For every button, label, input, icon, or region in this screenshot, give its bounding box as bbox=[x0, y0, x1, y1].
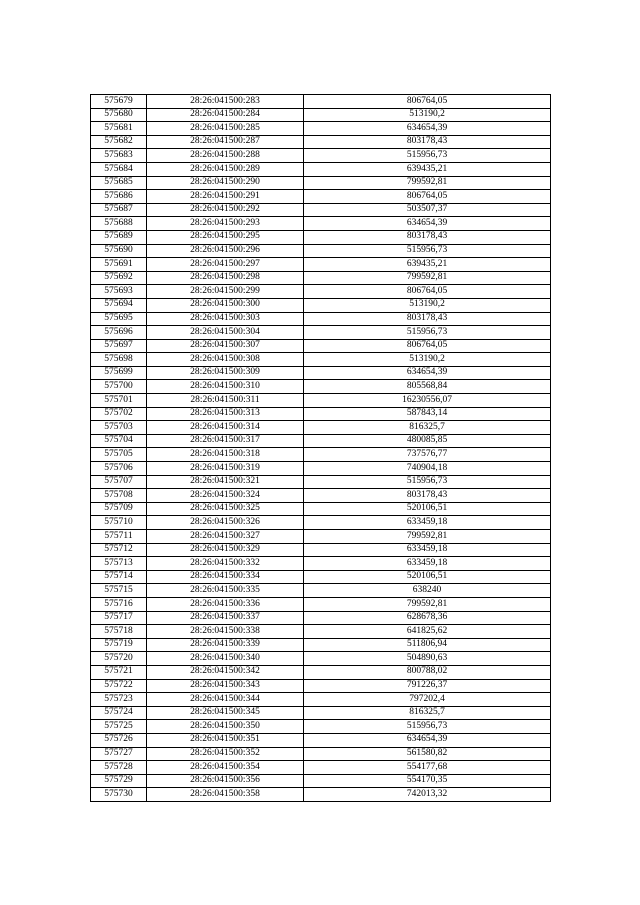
row-number-cell: 575707 bbox=[91, 475, 147, 489]
table-row bbox=[91, 706, 551, 720]
cadastral-value-table bbox=[90, 94, 551, 802]
cadastral-number-cell: 28:26:041500:332 bbox=[147, 557, 304, 571]
row-number-cell: 575713 bbox=[91, 557, 147, 571]
value-cell: 515956,73 bbox=[304, 326, 551, 340]
cadastral-number-cell: 28:26:041500:339 bbox=[147, 638, 304, 652]
value-cell: 816325,7 bbox=[304, 706, 551, 720]
cadastral-number-cell: 28:26:041500:324 bbox=[147, 489, 304, 503]
cadastral-number-cell: 28:26:041500:297 bbox=[147, 258, 304, 272]
cadastral-number-cell: 28:26:041500:291 bbox=[147, 190, 304, 204]
row-number-cell: 575700 bbox=[91, 380, 147, 394]
cadastral-number-cell: 28:26:041500:293 bbox=[147, 217, 304, 231]
table-row bbox=[91, 135, 551, 149]
table-row bbox=[91, 638, 551, 652]
table-row bbox=[91, 693, 551, 707]
table-row bbox=[91, 434, 551, 448]
table-row bbox=[91, 149, 551, 163]
row-number-cell: 575683 bbox=[91, 149, 147, 163]
value-cell: 806764,05 bbox=[304, 190, 551, 204]
cadastral-number-cell: 28:26:041500:340 bbox=[147, 652, 304, 666]
row-number-cell: 575730 bbox=[91, 788, 147, 802]
cadastral-number-cell: 28:26:041500:288 bbox=[147, 149, 304, 163]
value-cell: 800788,02 bbox=[304, 665, 551, 679]
cadastral-number-cell: 28:26:041500:287 bbox=[147, 135, 304, 149]
cadastral-number-cell: 28:26:041500:342 bbox=[147, 665, 304, 679]
value-cell: 628678,36 bbox=[304, 611, 551, 625]
table-row bbox=[91, 747, 551, 761]
row-number-cell: 575711 bbox=[91, 530, 147, 544]
table-row bbox=[91, 557, 551, 571]
table-row bbox=[91, 312, 551, 326]
table-row bbox=[91, 679, 551, 693]
row-number-cell: 575718 bbox=[91, 625, 147, 639]
table-row bbox=[91, 339, 551, 353]
cadastral-number-cell: 28:26:041500:283 bbox=[147, 95, 304, 109]
table-row bbox=[91, 665, 551, 679]
table-row bbox=[91, 462, 551, 476]
cadastral-number-cell: 28:26:041500:308 bbox=[147, 353, 304, 367]
cadastral-number-cell: 28:26:041500:290 bbox=[147, 176, 304, 190]
row-number-cell: 575716 bbox=[91, 597, 147, 611]
row-number-cell: 575722 bbox=[91, 679, 147, 693]
table-row bbox=[91, 652, 551, 666]
cadastral-number-cell: 28:26:041500:311 bbox=[147, 394, 304, 408]
value-cell: 634654,39 bbox=[304, 217, 551, 231]
value-cell: 633459,18 bbox=[304, 543, 551, 557]
table-row bbox=[91, 394, 551, 408]
row-number-cell: 575681 bbox=[91, 122, 147, 136]
table-row bbox=[91, 489, 551, 503]
cadastral-number-cell: 28:26:041500:356 bbox=[147, 774, 304, 788]
row-number-cell: 575705 bbox=[91, 448, 147, 462]
cadastral-number-cell: 28:26:041500:343 bbox=[147, 679, 304, 693]
cadastral-number-cell: 28:26:041500:317 bbox=[147, 434, 304, 448]
row-number-cell: 575719 bbox=[91, 638, 147, 652]
row-number-cell: 575706 bbox=[91, 462, 147, 476]
value-cell: 554177,68 bbox=[304, 761, 551, 775]
table-row bbox=[91, 407, 551, 421]
cadastral-number-cell: 28:26:041500:314 bbox=[147, 421, 304, 435]
table-row bbox=[91, 108, 551, 122]
cadastral-number-cell: 28:26:041500:285 bbox=[147, 122, 304, 136]
value-cell: 561580,82 bbox=[304, 747, 551, 761]
value-cell: 799592,81 bbox=[304, 271, 551, 285]
value-cell: 634654,39 bbox=[304, 366, 551, 380]
value-cell: 634654,39 bbox=[304, 733, 551, 747]
table-row bbox=[91, 95, 551, 109]
cadastral-number-cell: 28:26:041500:345 bbox=[147, 706, 304, 720]
cadastral-number-cell: 28:26:041500:313 bbox=[147, 407, 304, 421]
value-cell: 803178,43 bbox=[304, 489, 551, 503]
row-number-cell: 575720 bbox=[91, 652, 147, 666]
row-number-cell: 575709 bbox=[91, 502, 147, 516]
row-number-cell: 575714 bbox=[91, 570, 147, 584]
row-number-cell: 575688 bbox=[91, 217, 147, 231]
value-cell: 803178,43 bbox=[304, 312, 551, 326]
row-number-cell: 575703 bbox=[91, 421, 147, 435]
cadastral-number-cell: 28:26:041500:295 bbox=[147, 230, 304, 244]
row-number-cell: 575724 bbox=[91, 706, 147, 720]
table-row bbox=[91, 788, 551, 802]
cadastral-number-cell: 28:26:041500:351 bbox=[147, 733, 304, 747]
cadastral-number-cell: 28:26:041500:335 bbox=[147, 584, 304, 598]
row-number-cell: 575721 bbox=[91, 665, 147, 679]
row-number-cell: 575680 bbox=[91, 108, 147, 122]
row-number-cell: 575704 bbox=[91, 434, 147, 448]
table-row bbox=[91, 244, 551, 258]
value-cell: 791226,37 bbox=[304, 679, 551, 693]
value-cell: 634654,39 bbox=[304, 122, 551, 136]
row-number-cell: 575729 bbox=[91, 774, 147, 788]
cadastral-number-cell: 28:26:041500:300 bbox=[147, 298, 304, 312]
cadastral-number-cell: 28:26:041500:352 bbox=[147, 747, 304, 761]
row-number-cell: 575697 bbox=[91, 339, 147, 353]
value-cell: 799592,81 bbox=[304, 530, 551, 544]
table-row bbox=[91, 761, 551, 775]
value-cell: 520106,51 bbox=[304, 502, 551, 516]
value-cell: 737576,77 bbox=[304, 448, 551, 462]
row-number-cell: 575710 bbox=[91, 516, 147, 530]
row-number-cell: 575684 bbox=[91, 162, 147, 176]
table-row bbox=[91, 584, 551, 598]
value-cell: 806764,05 bbox=[304, 285, 551, 299]
value-cell: 797202,4 bbox=[304, 693, 551, 707]
table-row bbox=[91, 271, 551, 285]
table-row bbox=[91, 448, 551, 462]
cadastral-number-cell: 28:26:041500:325 bbox=[147, 502, 304, 516]
row-number-cell: 575712 bbox=[91, 543, 147, 557]
cadastral-number-cell: 28:26:041500:289 bbox=[147, 162, 304, 176]
value-cell: 515956,73 bbox=[304, 149, 551, 163]
value-cell: 504890,63 bbox=[304, 652, 551, 666]
table-row bbox=[91, 597, 551, 611]
value-cell: 803178,43 bbox=[304, 230, 551, 244]
value-cell: 587843,14 bbox=[304, 407, 551, 421]
cadastral-number-cell: 28:26:041500:303 bbox=[147, 312, 304, 326]
table-body bbox=[91, 95, 551, 802]
cadastral-number-cell: 28:26:041500:309 bbox=[147, 366, 304, 380]
table-row bbox=[91, 285, 551, 299]
value-cell: 513190,2 bbox=[304, 108, 551, 122]
table-row bbox=[91, 733, 551, 747]
value-cell: 513190,2 bbox=[304, 298, 551, 312]
value-cell: 638240 bbox=[304, 584, 551, 598]
cadastral-number-cell: 28:26:041500:319 bbox=[147, 462, 304, 476]
row-number-cell: 575679 bbox=[91, 95, 147, 109]
table-row bbox=[91, 570, 551, 584]
table-row bbox=[91, 625, 551, 639]
row-number-cell: 575725 bbox=[91, 720, 147, 734]
cadastral-number-cell: 28:26:041500:304 bbox=[147, 326, 304, 340]
table-row bbox=[91, 366, 551, 380]
value-cell: 806764,05 bbox=[304, 95, 551, 109]
cadastral-number-cell: 28:26:041500:329 bbox=[147, 543, 304, 557]
row-number-cell: 575694 bbox=[91, 298, 147, 312]
table-row bbox=[91, 475, 551, 489]
row-number-cell: 575682 bbox=[91, 135, 147, 149]
value-cell: 480085,85 bbox=[304, 434, 551, 448]
value-cell: 740904,18 bbox=[304, 462, 551, 476]
table-row bbox=[91, 611, 551, 625]
value-cell: 515956,73 bbox=[304, 475, 551, 489]
cadastral-number-cell: 28:26:041500:344 bbox=[147, 693, 304, 707]
table-row bbox=[91, 530, 551, 544]
row-number-cell: 575693 bbox=[91, 285, 147, 299]
cadastral-number-cell: 28:26:041500:338 bbox=[147, 625, 304, 639]
value-cell: 503507,37 bbox=[304, 203, 551, 217]
cadastral-number-cell: 28:26:041500:310 bbox=[147, 380, 304, 394]
value-cell: 633459,18 bbox=[304, 557, 551, 571]
value-cell: 554170,35 bbox=[304, 774, 551, 788]
table-row bbox=[91, 203, 551, 217]
value-cell: 16230556,07 bbox=[304, 394, 551, 408]
value-cell: 641825,62 bbox=[304, 625, 551, 639]
row-number-cell: 575695 bbox=[91, 312, 147, 326]
row-number-cell: 575728 bbox=[91, 761, 147, 775]
row-number-cell: 575717 bbox=[91, 611, 147, 625]
cadastral-number-cell: 28:26:041500:296 bbox=[147, 244, 304, 258]
table-row bbox=[91, 516, 551, 530]
cadastral-number-cell: 28:26:041500:334 bbox=[147, 570, 304, 584]
table-row bbox=[91, 380, 551, 394]
value-cell: 511806,94 bbox=[304, 638, 551, 652]
value-cell: 639435,21 bbox=[304, 258, 551, 272]
table-row bbox=[91, 421, 551, 435]
cadastral-number-cell: 28:26:041500:284 bbox=[147, 108, 304, 122]
row-number-cell: 575701 bbox=[91, 394, 147, 408]
row-number-cell: 575699 bbox=[91, 366, 147, 380]
table-row bbox=[91, 298, 551, 312]
row-number-cell: 575708 bbox=[91, 489, 147, 503]
table-row bbox=[91, 774, 551, 788]
row-number-cell: 575696 bbox=[91, 326, 147, 340]
table-row bbox=[91, 326, 551, 340]
row-number-cell: 575702 bbox=[91, 407, 147, 421]
table-row bbox=[91, 258, 551, 272]
value-cell: 513190,2 bbox=[304, 353, 551, 367]
value-cell: 515956,73 bbox=[304, 720, 551, 734]
cadastral-number-cell: 28:26:041500:307 bbox=[147, 339, 304, 353]
cadastral-number-cell: 28:26:041500:326 bbox=[147, 516, 304, 530]
row-number-cell: 575692 bbox=[91, 271, 147, 285]
row-number-cell: 575690 bbox=[91, 244, 147, 258]
value-cell: 520106,51 bbox=[304, 570, 551, 584]
row-number-cell: 575723 bbox=[91, 693, 147, 707]
table-row bbox=[91, 720, 551, 734]
cadastral-number-cell: 28:26:041500:354 bbox=[147, 761, 304, 775]
value-cell: 515956,73 bbox=[304, 244, 551, 258]
cadastral-number-cell: 28:26:041500:350 bbox=[147, 720, 304, 734]
table-row bbox=[91, 176, 551, 190]
cadastral-number-cell: 28:26:041500:336 bbox=[147, 597, 304, 611]
value-cell: 742013,32 bbox=[304, 788, 551, 802]
row-number-cell: 575726 bbox=[91, 733, 147, 747]
row-number-cell: 575685 bbox=[91, 176, 147, 190]
cadastral-number-cell: 28:26:041500:337 bbox=[147, 611, 304, 625]
cadastral-number-cell: 28:26:041500:327 bbox=[147, 530, 304, 544]
row-number-cell: 575698 bbox=[91, 353, 147, 367]
row-number-cell: 575687 bbox=[91, 203, 147, 217]
value-cell: 803178,43 bbox=[304, 135, 551, 149]
value-cell: 633459,18 bbox=[304, 516, 551, 530]
value-cell: 799592,81 bbox=[304, 597, 551, 611]
row-number-cell: 575715 bbox=[91, 584, 147, 598]
cadastral-number-cell: 28:26:041500:292 bbox=[147, 203, 304, 217]
table-row bbox=[91, 217, 551, 231]
cadastral-number-cell: 28:26:041500:299 bbox=[147, 285, 304, 299]
value-cell: 816325,7 bbox=[304, 421, 551, 435]
row-number-cell: 575691 bbox=[91, 258, 147, 272]
row-number-cell: 575689 bbox=[91, 230, 147, 244]
table-row bbox=[91, 190, 551, 204]
row-number-cell: 575727 bbox=[91, 747, 147, 761]
value-cell: 806764,05 bbox=[304, 339, 551, 353]
value-cell: 799592,81 bbox=[304, 176, 551, 190]
cadastral-number-cell: 28:26:041500:318 bbox=[147, 448, 304, 462]
table-row bbox=[91, 502, 551, 516]
table-row bbox=[91, 543, 551, 557]
table-row bbox=[91, 122, 551, 136]
value-cell: 805568,84 bbox=[304, 380, 551, 394]
row-number-cell: 575686 bbox=[91, 190, 147, 204]
value-cell: 639435,21 bbox=[304, 162, 551, 176]
table-row bbox=[91, 353, 551, 367]
table-row bbox=[91, 230, 551, 244]
cadastral-number-cell: 28:26:041500:358 bbox=[147, 788, 304, 802]
table-row bbox=[91, 162, 551, 176]
cadastral-number-cell: 28:26:041500:321 bbox=[147, 475, 304, 489]
cadastral-number-cell: 28:26:041500:298 bbox=[147, 271, 304, 285]
